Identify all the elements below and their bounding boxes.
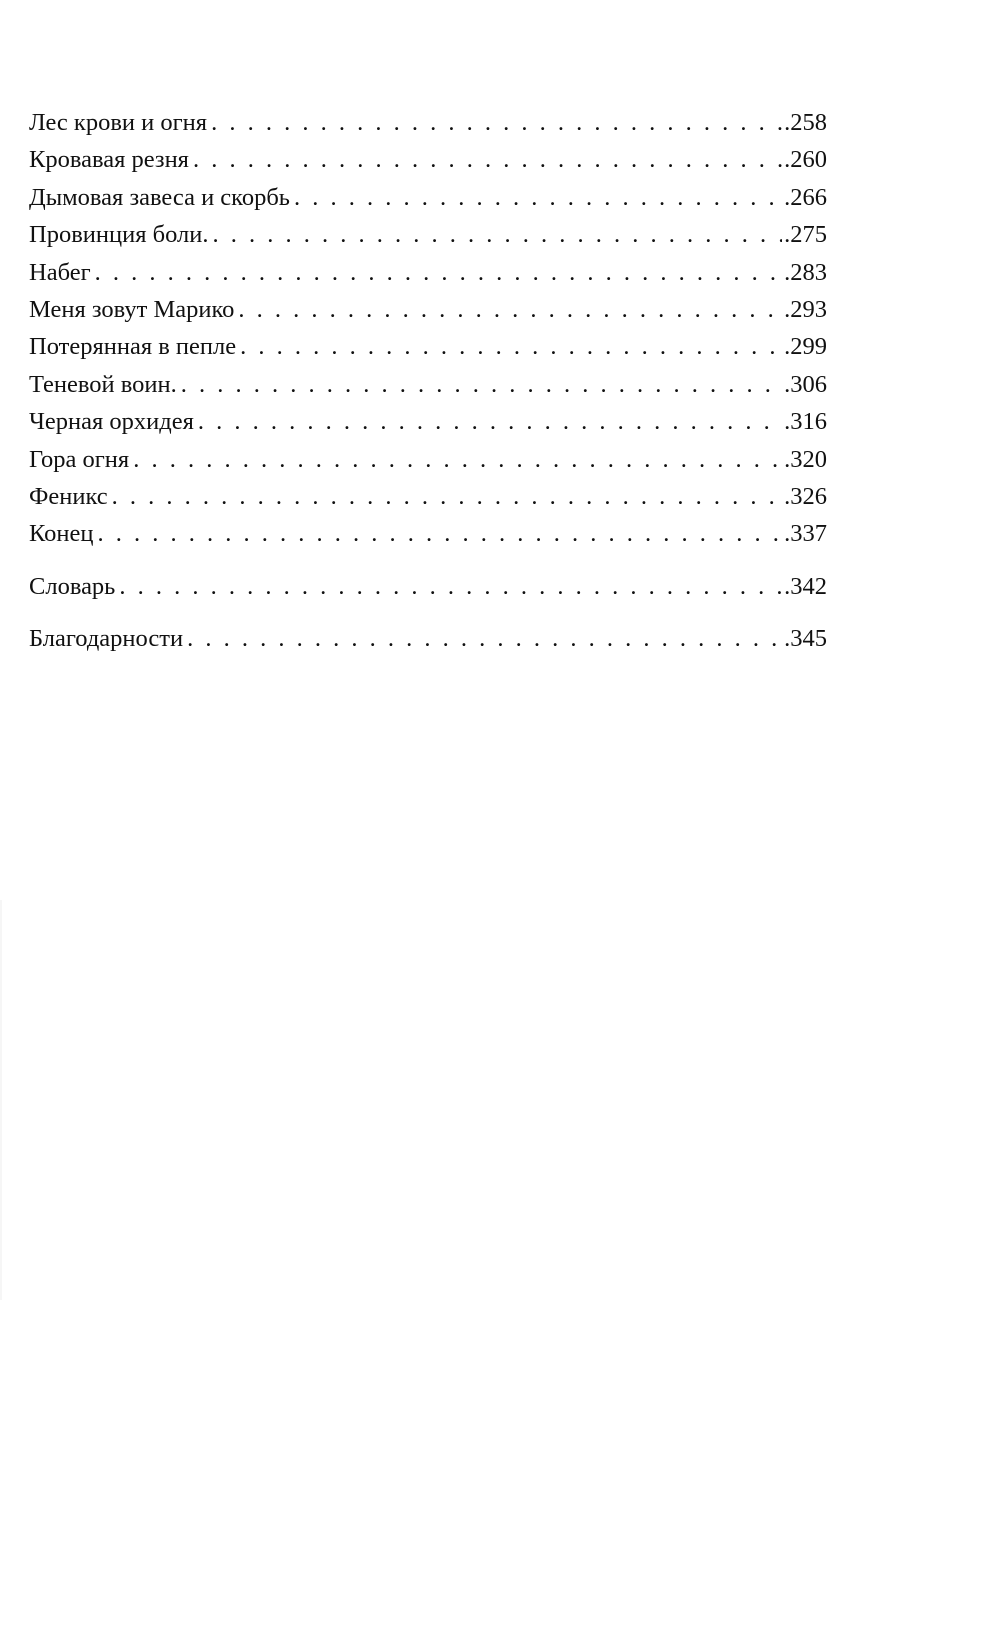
toc-entry-page: .345 (784, 625, 827, 653)
toc-entry-page: .260 (784, 146, 827, 174)
toc-entry-acknowledgements[interactable] (29, 620, 827, 657)
toc-entry-glossary[interactable] (29, 568, 827, 605)
dot-leader (181, 366, 782, 403)
dot-leader (193, 141, 782, 178)
toc-entry-title: Черная орхидея (29, 408, 194, 436)
toc-entry-page: .342 (784, 572, 827, 600)
toc-entry-page: .275 (784, 221, 827, 249)
toc-entry[interactable] (29, 179, 827, 216)
toc-entry-title: Кровавая резня (29, 146, 189, 174)
toc-entry-title: Теневой воин. (29, 370, 177, 398)
toc-entry-title: Гора огня (29, 445, 130, 473)
toc-entry-page: .266 (784, 183, 827, 211)
toc-entry-page: .337 (784, 520, 827, 548)
toc-entry[interactable] (29, 141, 827, 178)
dot-leader (133, 441, 782, 478)
dot-leader (112, 478, 783, 515)
toc-entry-title: Конец (29, 520, 94, 548)
toc-entry-page: .299 (784, 333, 827, 361)
toc-entry-page: .283 (784, 258, 827, 286)
toc-entry-title: Набег (29, 258, 91, 286)
toc-entry-title: Дымовая завеса и скорбь (29, 183, 290, 211)
dot-leader (212, 216, 782, 253)
toc-entry-title: Провинция боли. (29, 221, 209, 249)
toc-entry[interactable] (29, 328, 827, 365)
toc-entry-title: Меня зовут Марико (29, 295, 235, 323)
page-edge-shadow (0, 900, 2, 1300)
toc-entry-page: .316 (784, 408, 827, 436)
dot-leader (198, 403, 782, 440)
toc-entry-page: .258 (784, 109, 827, 136)
dot-leader (97, 515, 782, 552)
toc-entry[interactable] (29, 366, 827, 403)
toc-entry[interactable] (29, 254, 827, 291)
toc-entry[interactable] (29, 403, 827, 440)
toc-entry-title: Потерянная в пепле (29, 333, 237, 361)
dot-leader (294, 179, 782, 216)
toc-entry[interactable] (29, 216, 827, 253)
toc-entry-page: .306 (784, 370, 827, 398)
dot-leader (238, 291, 782, 328)
toc-entry-title: Феникс (29, 482, 108, 510)
toc-entry[interactable] (29, 441, 827, 478)
dot-leader (95, 254, 782, 291)
toc-entry[interactable] (29, 291, 827, 328)
toc-entry-page: .293 (784, 295, 827, 323)
toc-entry-page: .320 (784, 445, 827, 473)
toc-entry[interactable] (29, 515, 827, 552)
dot-leader (211, 104, 782, 141)
toc-entry-title: Благодарности (29, 625, 184, 653)
table-of-contents (29, 104, 827, 657)
dot-leader (119, 568, 782, 605)
toc-entry-title: Словарь (29, 572, 116, 600)
toc-entry[interactable] (29, 104, 827, 141)
toc-entry[interactable] (29, 478, 827, 515)
toc-entry-title: Лес крови и огня (29, 109, 208, 136)
toc-entry-page: .326 (784, 482, 827, 510)
dot-leader (187, 620, 782, 657)
dot-leader (240, 328, 782, 365)
